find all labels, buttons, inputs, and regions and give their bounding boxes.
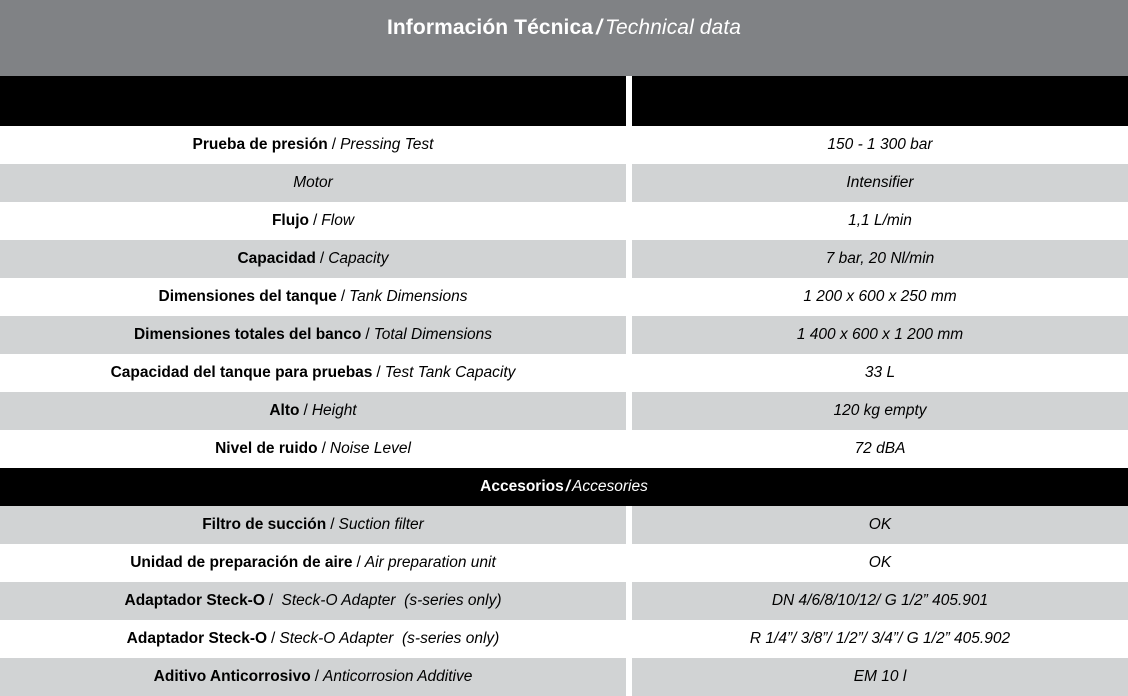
row-label-separator: / (314, 668, 319, 686)
row-label-separator: / (330, 516, 335, 534)
row-label-spanish: Dimensiones totales del banco (133, 326, 362, 344)
row-label-text (269, 402, 356, 420)
row-label-spanish: Adaptador Steck-O (124, 592, 265, 610)
table-row (0, 354, 1128, 392)
row-label-separator: / (340, 288, 346, 306)
row-label-english: Steck-O Adapter (277, 592, 396, 610)
row-value-cell: OK (632, 506, 1128, 544)
row-label-spanish: Adaptador Steck-O (126, 630, 268, 648)
row-value-cell: 7 bar, 20 Nl/min (632, 240, 1128, 278)
row-label-note: (s-series only) (402, 630, 500, 648)
table-row (0, 620, 1128, 658)
row-label-spanish: Motor (293, 174, 333, 192)
table-row (0, 544, 1128, 582)
section-heading-spanish: Accesorios (480, 478, 564, 496)
row-label-note-spacer (393, 630, 402, 647)
table-row (0, 164, 1128, 202)
row-label-separator: / (376, 364, 381, 382)
row-label-separator: / (268, 592, 274, 610)
row-label-text (293, 174, 333, 192)
table-row (0, 240, 1128, 278)
row-label-cell (0, 316, 626, 354)
row-label-spanish: Alto (269, 402, 300, 420)
row-label-cell (0, 126, 626, 164)
row-label-spanish: Capacidad del tanque para pruebas (110, 364, 373, 382)
row-label-english: Noise Level (329, 440, 411, 458)
row-value-cell: 1,1 L/min (632, 202, 1128, 240)
spec-rows-container (0, 126, 1128, 468)
table-row (0, 392, 1128, 430)
row-label-separator: / (365, 326, 370, 344)
row-value-cell: Intensifier (632, 164, 1128, 202)
row-label-spanish: Capacidad (237, 250, 316, 268)
row-label-spanish: Aditivo Anticorrosivo (153, 668, 311, 686)
table-header-strip (0, 76, 1128, 126)
row-label-text (272, 212, 354, 230)
row-label-note: (s-series only) (404, 592, 502, 610)
row-label-text (154, 668, 473, 686)
table-row (0, 658, 1128, 696)
row-label-separator: / (356, 554, 361, 572)
row-label-cell (0, 620, 626, 658)
row-label-spanish: Nivel de ruido (215, 440, 318, 458)
table-row (0, 126, 1128, 164)
row-label-cell (0, 392, 626, 430)
row-label-note-spacer (396, 592, 405, 609)
row-label-spanish: Flujo (271, 212, 309, 230)
row-label-separator: / (331, 136, 337, 154)
row-label-text (193, 136, 434, 154)
table-header-value-cell (632, 76, 1128, 126)
page-title-spanish: Información Técnica (386, 15, 594, 39)
row-label-text (159, 288, 468, 306)
row-label-english: Suction filter (338, 516, 424, 534)
row-label-separator: / (271, 630, 276, 648)
section-heading-english: Accesories (572, 478, 648, 496)
row-value-cell: EM 10 l (632, 658, 1128, 696)
row-label-text (111, 364, 516, 382)
accessory-rows-container (0, 506, 1128, 696)
row-label-english: Height (311, 402, 357, 420)
row-value-cell: 33 L (632, 354, 1128, 392)
row-label-english: Air preparation unit (364, 554, 496, 572)
table-row (0, 582, 1128, 620)
row-label-text (125, 592, 502, 610)
table-row (0, 430, 1128, 468)
row-label-text (130, 554, 496, 572)
row-label-english: Flow (321, 212, 355, 230)
page-title-english: Technical data (605, 15, 742, 39)
row-value-cell: 1 200 x 600 x 250 mm (632, 278, 1128, 316)
row-label-english: Test Tank Capacity (384, 364, 516, 382)
page-title (387, 17, 741, 38)
row-value-cell: OK (632, 544, 1128, 582)
row-value-cell: 120 kg empty (632, 392, 1128, 430)
row-label-text (237, 250, 388, 268)
table-header-label-cell (0, 76, 626, 126)
row-label-spanish: Prueba de presión (192, 136, 328, 154)
row-label-english: Pressing Test (340, 136, 434, 154)
section-heading-accessories (0, 468, 1128, 506)
row-value-cell: 150 - 1 300 bar (632, 126, 1128, 164)
row-label-cell (0, 202, 626, 240)
row-label-spanish: Unidad de preparación de aire (130, 554, 353, 572)
row-label-spanish: Dimensiones del tanque (158, 288, 337, 306)
row-value-cell: DN 4/6/8/10/12/ G 1/2” 405.901 (632, 582, 1128, 620)
row-label-text (215, 440, 411, 458)
row-label-separator: / (312, 212, 318, 230)
row-label-cell (0, 240, 626, 278)
row-label-text (202, 516, 424, 534)
page-title-separator: / (596, 15, 602, 39)
row-label-separator: / (321, 440, 326, 458)
row-label-cell (0, 354, 626, 392)
row-label-cell (0, 164, 626, 202)
row-label-english: Total Dimensions (373, 326, 493, 344)
row-label-cell (0, 506, 626, 544)
row-label-spanish: Filtro de succión (202, 516, 327, 534)
row-label-separator: / (319, 250, 325, 268)
row-label-english: Anticorrosion Additive (323, 668, 473, 686)
section-heading-separator: / (565, 478, 571, 496)
row-label-english: Capacity (328, 250, 389, 268)
row-label-separator: / (303, 402, 308, 420)
row-label-cell (0, 430, 626, 468)
table-row (0, 506, 1128, 544)
row-label-english: Tank Dimensions (349, 288, 468, 306)
row-label-cell (0, 544, 626, 582)
table-row (0, 278, 1128, 316)
row-label-english: Steck-O Adapter (279, 630, 394, 648)
row-label-cell (0, 658, 626, 696)
row-value-cell: 72 dBA (632, 430, 1128, 468)
section-heading-text (0, 479, 1128, 495)
row-label-cell (0, 582, 626, 620)
row-value-cell: 1 400 x 600 x 1 200 mm (632, 316, 1128, 354)
row-value-cell: R 1/4”/ 3/8”/ 1/2”/ 3/4”/ G 1/2” 405.902 (632, 620, 1128, 658)
row-label-text (134, 326, 492, 344)
row-label-text (127, 630, 500, 648)
title-bar (0, 0, 1128, 76)
table-row (0, 202, 1128, 240)
table-row (0, 316, 1128, 354)
row-label-cell (0, 278, 626, 316)
